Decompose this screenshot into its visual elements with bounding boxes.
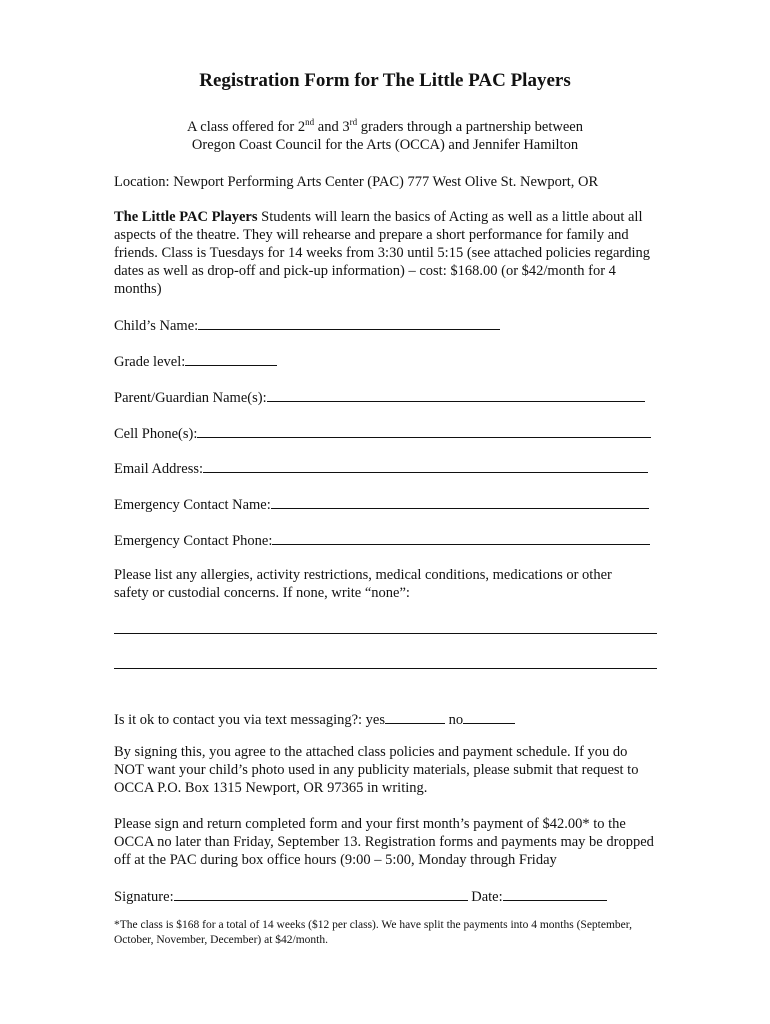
emergency-phone-line[interactable] (272, 530, 650, 545)
emergency-name-label: Emergency Contact Name: (114, 497, 271, 513)
class-name-bold: The Little PAC Players (114, 209, 258, 225)
emergency-phone-label: Emergency Contact Phone: (114, 533, 273, 549)
emergency-name-field[interactable] (114, 494, 649, 514)
email-field[interactable] (114, 458, 648, 478)
signature-line[interactable] (174, 886, 468, 901)
class-description (114, 208, 654, 298)
allergies-prompt: Please list any allergies, activity restrictions, medical conditions, medications or other safety or custodial concerns. If none, write “none”: (114, 567, 612, 601)
subtitle-line-1 (0, 119, 770, 136)
child-name-line[interactable] (198, 315, 500, 330)
subtitle-text-c: graders through a partnership between (357, 119, 583, 135)
parent-name-label: Parent/Guardian Name(s): (114, 390, 267, 406)
emergency-name-line[interactable] (271, 494, 649, 509)
child-name-label: Child’s Name: (114, 318, 199, 334)
date-line[interactable] (503, 886, 607, 901)
text-no-line[interactable] (463, 709, 515, 724)
cell-phone-field[interactable] (114, 423, 651, 443)
cell-phone-label: Cell Phone(s): (114, 426, 198, 442)
text-messaging-field (114, 709, 515, 729)
signature-row (114, 886, 607, 906)
subtitle-line-2: Oregon Coast Council for the Arts (OCCA) and Jennifer Hamilton (191, 137, 579, 153)
allergies-line-2[interactable] (114, 668, 657, 669)
signature-label: Signature: (114, 889, 174, 905)
subtitle-text-a: A class offered for 2 (187, 119, 306, 135)
text-messaging-question: Is it ok to contact you via text messaging?: yes (114, 712, 386, 728)
grade-level-field[interactable] (114, 351, 277, 371)
emergency-phone-field[interactable] (114, 530, 650, 550)
date-label: Date: (467, 889, 503, 905)
location-text: Location: Newport Performing Arts Center (PAC) 777 West Olive St. Newport, OR (114, 174, 599, 190)
policy-paragraph: By signing this, you agree to the attached class policies and payment schedule. If you do NOT want your child’s photo used in any publicity materials, please submit that request to OCCA P.O. Box 1315 Newport, OR 97365 in writing. (114, 744, 639, 796)
cell-phone-line[interactable] (197, 423, 651, 438)
return-paragraph: Please sign and return completed form and your first month’s payment of $42.00* to the OCCA no later than Friday, September 13. Registration forms and payments may be dropped off at the PAC during box office hours (9:00 – 5:00, Monday through Friday (114, 816, 654, 868)
grade-level-label: Grade level: (114, 354, 186, 370)
subtitle-sup-nd: nd (305, 117, 315, 128)
email-line[interactable] (203, 458, 648, 473)
parent-name-line[interactable] (267, 387, 645, 402)
grade-level-line[interactable] (185, 351, 277, 366)
text-yes-line[interactable] (385, 709, 445, 724)
class-description-text: Students will learn the basics of Acting as well as a little about all aspects of the theatre. They will rehearse and prepare a short performance for family and friends. Class is Tuesdays for 14 weeks from 3:30 until 5:15 (see attached policies regarding dates as well as drop-off and pick-up information) – cost: $168.00 (or $42/month for 4 months) (114, 209, 650, 297)
email-label: Email Address: (114, 461, 204, 477)
child-name-field[interactable] (114, 315, 500, 335)
text-no-label: no (445, 712, 464, 728)
parent-name-field[interactable] (114, 387, 645, 407)
subtitle-text-b: and 3 (314, 119, 350, 135)
form-title: Registration Form for The Little PAC Players (199, 70, 571, 91)
allergies-line-1[interactable] (114, 633, 657, 634)
subtitle-sup-rd: rd (349, 117, 358, 128)
footnote: *The class is $168 for a total of 14 weeks ($12 per class). We have split the payments into 4 months (September, October, November, December) at $42/month. (114, 919, 633, 946)
